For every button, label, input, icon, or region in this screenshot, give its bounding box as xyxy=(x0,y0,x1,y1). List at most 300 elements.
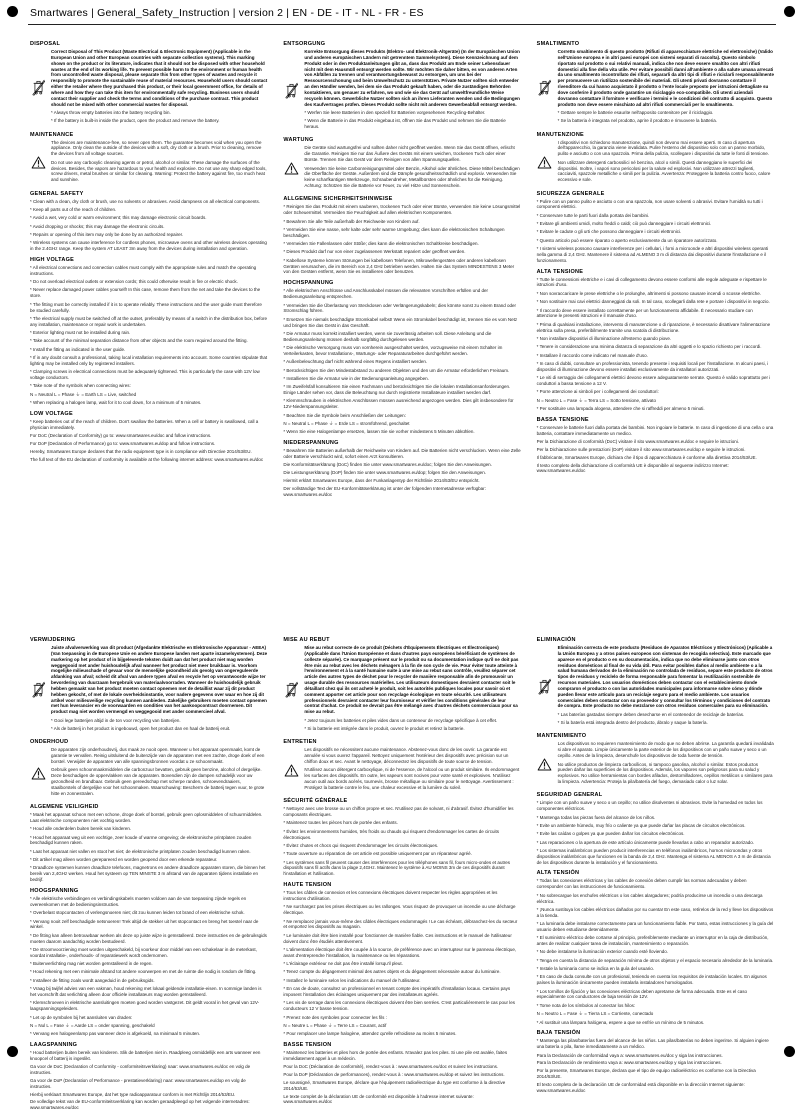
paragraph: * Take note of the symbols when connecting wires: xyxy=(30,383,131,389)
paragraph: The devices are maintenance-free, so never open them. The guarantee becomes void when you open the appliance. Only clean the outside of the devices with a soft, dry cloth or a brush. Prior to cleaning, remove the devices from all voltage sources. xyxy=(51,139,262,157)
doc-footer-section xyxy=(30,1064,267,1111)
paragraph: * Conservare le batterie fuori dalla portata dei bambini. Non ingoiare le batterie. In caso di ingestione di una cella o una batteria, contattare immediatamente un medico. xyxy=(536,424,774,436)
paragraph: * Take account of the minimal separation distance from other objects and the room required around the fitting. xyxy=(30,338,248,344)
section xyxy=(30,41,267,127)
paragraph: * Die elektrische Versorgung muss von vornherein ausgeschaltet werden, vorzugsweise mit einem Schalter im Verteilerkasten, bevor Installations-, Wartungs- oder Reparaturarbeiten durchgeführt werden. xyxy=(283,345,503,356)
paragraph: No utilice productos de limpieza carboxílicos, ni tampoco gasolina, alcohol o similar. Estos productos pueden dañar las superficies de los dispositivos. Además, los vapores son peligrosos para su salud y explosivos. No utilice herramientas con bordes afilados, destornilladores, cepillos metálicos o similares para la limpieza. Advertencia: Proteja la pila/batería del fuego, demasiado calor o luz solar. xyxy=(557,761,773,785)
section-text xyxy=(30,265,267,406)
section xyxy=(537,41,774,127)
paragraph: Mise au rebut correcte de ce produit (Déchets d'Équipements Électriques et Électroniques) (Applicable dans l'Union Européenne et dans d'autres pays européens bénéficiant de systèmes de collecte séparée). Ce marquage présent sur le produit ou sa documentation indique qu'il ne doit pas être mis au rebut avec les déchets ménagers à la fin de son cycle de vie. Pour éviter toute atteinte à l'environnement et à la santé humaine suite à une mise au rebut sans contrôle, veuillez séparer cet article des autres types de déchet pour le recycler de manière responsable afin de promouvoir un usage durable des ressources matérielles. Les utilisateurs domestiques devraient contacter soit le détaillant chez qui ils ont acheté le produit, soit les autorités publiques locales pour savoir où et comment apporter cet article pour son recyclage écologique en toute sécurité. Les utilisateurs professionnels devraient contacter leur fournisseur et vérifier les conditions générales de leur contrat d'achat. Ce produit ne devrait pas être mélangé avec d'autres déchets commerciaux pour sa mise au rebut. xyxy=(304,645,519,715)
paragraph: * Non installare dispositivi di illuminazione all'esterno quando piove. xyxy=(536,335,672,341)
section xyxy=(537,637,774,728)
language-block-nl xyxy=(30,637,267,1111)
section xyxy=(283,280,520,435)
section-text xyxy=(30,1050,267,1062)
paragraph: Ga voor de DoP (Declaration of Performance - prestatieverklaring) naar: www.smartwares.eu/dop en volg de instructies. xyxy=(30,1077,246,1089)
paragraph: * Bewahren Sie Batterien außerhalb der Reichweite von Kindern auf. Die Batterien nicht verschlucken. Wenn eine Zelle oder Batterie verschluckt wird, sofort einen Arzt konsultieren. xyxy=(283,448,521,460)
paragraph: * De stroomvoorziening moet worden uitgeschakeld, bij voorkeur door middel van een schakelaar in de meterkast, voordat installatie-, onderhouds- of reparatiewerk wordt ondernomen. xyxy=(30,946,257,958)
section-body xyxy=(537,1038,774,1050)
paragraph: * Install the fitting as indicated in the user guide. xyxy=(30,346,126,352)
paragraph: * If the battery is built-in inside the product, open the product and remove the battery. xyxy=(51,118,220,124)
section-text xyxy=(30,433,267,462)
paragraph: * In caso di dubbi, consultare un professionista, tenendo presente i requisiti locali per l'installazione. In alcuni paesi, i dispositivi di illuminazione devono essere installati esclusivamente da installatori autorizzati. xyxy=(536,360,769,372)
paragraph: * Evite un ambiente húmedo, muy frío o caliente ya que puede dañar las placas de circuitos electrónicos. xyxy=(536,822,746,828)
doc-footer-section xyxy=(537,439,774,474)
section-body xyxy=(283,288,520,435)
paragraph: * Keep all parts out of the reach of children. xyxy=(30,206,117,212)
paragraph: * Non sovraccaricare le prese elettriche o le prolunghe, altrimenti si possono causare incendi o scosse elettriche. xyxy=(536,290,762,296)
section-text xyxy=(30,1064,267,1111)
section-title: SICUREZZA GENERALE xyxy=(536,190,605,197)
section-body xyxy=(537,878,774,1025)
paragraph: * Gettare sempre le batterie esaurite nell'apposito contenitore per il riciclaggio. xyxy=(557,109,714,115)
weee-bin-icon xyxy=(283,681,299,698)
paragraph: * Se la batteria è integrata nel prodotto, aprire il prodotto e rimuovere la batteria. xyxy=(557,118,717,124)
paragraph: * Todas las conexiones eléctricas y los cables de conexión deben cumplir las normas adecuadas y deben corresponder con las instrucciones de funcionamiento. xyxy=(536,878,747,890)
section-body xyxy=(30,747,267,799)
section xyxy=(283,41,520,132)
paragraph: * When replacing a halogen lamp, wait for it to cool down, for a minimum of 5 minutes. xyxy=(30,400,202,406)
paragraph: * En caso de duda consulte con un profesional, teniendo en cuenta los requisitos de instalación locales. En algunos países la iluminación únicamente pueden instalarla instaladores homologados. xyxy=(536,974,767,986)
paragraph: * Bewahren Sie alle Teile außerhalb der Reichweite von Kindern auf. xyxy=(283,218,420,224)
paragraph: * Installieren Sie die Armatur wie in der Bedienungsanleitung angegeben. xyxy=(283,375,429,381)
paragraph: * Kabellose Systeme können Störungen bei kabellosen Telefonen, Mikrowellengeräten oder anderen kabellosen Geräten verursachen, die im Bereich von 2,4 GHz betrieben werden. Halten Sie das System MINDESTENS 3 Meter von den Geräten entfernt, wenn Sie es installieren oder benutzen. xyxy=(283,257,515,275)
section-body xyxy=(537,425,774,437)
section-title: MAINTENANCE xyxy=(30,131,74,138)
section-text xyxy=(51,140,267,186)
paragraph: * L'éclairage extérieur ne doit pas être installé lorsqu'il pleut. xyxy=(283,961,403,967)
paragraph: * Tous les câbles de connexion et les connexions électriques doivent respecter les règles appropriées et les instructions d'utilisation. xyxy=(283,890,498,901)
section-body xyxy=(283,145,520,191)
registration-mark xyxy=(7,1046,18,1057)
content-columns xyxy=(30,36,774,1119)
paragraph: * Conservare tutte le parti fuori dalla portata dei bambini. xyxy=(536,212,650,218)
section-title: NIEDERSPANNUNG xyxy=(283,440,339,447)
column xyxy=(537,36,774,1119)
doc-footer-section xyxy=(537,1053,774,1094)
paragraph: For DoP (Declaration of Performance) go to: www.smartwares.eu/dop and follow instructions. xyxy=(30,441,216,446)
column xyxy=(30,36,267,1119)
paragraph: * The electrical supply must be switched off at the outset, preferably by means of a switch in the distribution box, before any installation, maintenance or repair work is undertaken. xyxy=(30,315,267,327)
doc-footer-section xyxy=(283,462,520,497)
paragraph: * Overbelast stopcontacten of verlengsnoeren niet; dit zou kunnen leiden tot brand of een elektrische schok. xyxy=(30,910,245,916)
section xyxy=(30,257,267,406)
section-text xyxy=(558,645,774,728)
paragraph: * The fitting must be correctly installed if it is to operate reliably. These instructions and the user guide must therefore be studied carefully. xyxy=(30,301,262,313)
section-text xyxy=(558,49,774,127)
paragraph: * Porre attenzione ai simboli per i collegamenti dei conduttori: xyxy=(536,389,659,395)
paragraph: * Always throw empty batteries into the battery recycling bin. xyxy=(51,109,171,115)
section-text xyxy=(537,1038,774,1050)
section xyxy=(283,798,520,877)
section-body xyxy=(283,49,520,132)
section-text xyxy=(30,199,267,252)
paragraph: * En cas de doute, consultez un professionnel en tenant compte des impératifs d'installation locaux. Certains pays imposent l'installation des éclairages uniquement par des installateurs agréés. xyxy=(283,986,511,997)
section-body xyxy=(30,645,267,734)
registration-mark xyxy=(784,1046,795,1057)
section-text xyxy=(558,741,774,787)
paragraph: * Alle elektrischen Anschlüsse und Anschlusskabel müssen die relevanten Vorschriften erfüllen und der Bedienungsanleitung entsprechen. xyxy=(283,288,488,300)
section-text xyxy=(537,425,774,437)
warning-icon xyxy=(283,162,299,175)
section-body xyxy=(283,448,520,460)
paragraph: N = Neutro L = Fase ⏚ = Terra LS = Sotto tensione, attivato xyxy=(536,397,656,403)
section-text xyxy=(283,204,520,275)
paragraph: Gebruik geen schoonmaakmiddelen die carbonzuur bevatten, gebruik geen benzine, alcohol of dergelijke. Deze beschadigen de oppervlakken van de apparaten. Bovendien zijn de dampen schadelijk voor uw gezondheid en brandbaar. Gebruik geen gereedschap met scherpe randen, schroevendraaiers, staalborstels of dergelijke voor het schoonmaken. Waarschuwing: Bescherm de batterij tegen vuur, te grote hitte en zonnestralen. xyxy=(51,767,265,796)
section-body xyxy=(537,645,774,728)
paragraph: * Beachten Sie die Symbole beim Anschließen der Leitungen: xyxy=(283,412,406,418)
section-title: SÉCURITÉ GÉNÉRALE xyxy=(283,798,348,805)
paragraph: * Dieses Produkt darf nur von einer zugelassenen Werkstatt repariert oder geöffnet werden. xyxy=(283,249,466,255)
paragraph: N'utilisez aucun détergent carboxylique, ni de l'essence, de l'alcool ou un produit similaire. Ils endommagent les surfaces des dispositifs. En outre, les vapeurs sont nocives pour votre santé et explosives. N'utilisez aucun outil aux bords acérés, tournevis, brosse métallique ou similaire pour le nettoyage. Avertissement : Protégez la batterie contre le feu, une chaleur excessive et la lumière du soleil. xyxy=(304,767,520,790)
column xyxy=(283,36,520,1119)
paragraph: * Houd batterijen buiten bereik van kinderen. Slik de batterijen niet in. Raadpleeg onmiddellijk een arts wanneer een knoopcel of batterij is ingeslikt. xyxy=(30,1050,261,1061)
section-text xyxy=(304,145,520,191)
paragraph: * Wireless systems can cause interference for cordless phones, microwave ovens and other wireless devices operating in the 2.4GHz range. Keep the system AT LEAST 3m away from the devices during installation and operation. xyxy=(30,240,267,252)
paragraph: * Évitez les environnements humides, très froids ou chauds qui risquent d'endommager les cartes de circuits électroniques. xyxy=(283,828,500,840)
paragraph: * Clean with a clean, dry cloth or brush, use no solvents or abrasives. Avoid dampness on all electrical components. xyxy=(30,198,261,204)
paragraph: * Let op de symbolen bij het aansluiten van draden: xyxy=(30,1014,133,1020)
paragraph: * Never replace damaged power cables yourself! In this case, remove them from the net and take the devices to the store. xyxy=(30,287,261,299)
section-title: HOCHSPANNUNG xyxy=(283,280,334,287)
language-block-en xyxy=(30,41,267,629)
paragraph: * Werfen Sie leere Batterien in den speziell für Batterien vorgesehenen Recycling-Behälter. xyxy=(304,109,486,115)
section-body xyxy=(30,1050,267,1062)
paragraph: * I sistemi wireless possono causare interferenze per i cellulari, i forni a microonde e altri dispositivi wireless operanti nella gamma di 2,4 GHz. Mantenere il sistema ad ALMENO 3 m di distanza dai dispositivi durante l'installazione e il funzionamento. xyxy=(536,246,769,263)
paragraph: * Évitez chutes et chocs qui risquent d'endommager les circuits électroniques. xyxy=(283,842,439,848)
paragraph: * Mantenga todas las piezas fuera del alcance de los niños. xyxy=(536,814,656,820)
paragraph: * Tenez compte du dégagement minimal des autres objets et du dégagement nécessaire autour du luminaire. xyxy=(283,969,501,975)
paragraph: * Do not overload electrical outlets or extension cords; this could otherwise result in fire or electric shock. xyxy=(30,279,238,285)
section-title: HOOGSPANNING xyxy=(30,888,79,894)
doc-footer-section xyxy=(30,433,267,462)
paragraph: * Ne remplacez jamais vous-même des câbles électriques endommagés ! Le cas échéant, débranchez-les du secteur et emportez les dispositifs au magasin. xyxy=(283,918,518,930)
paragraph: Der vollständige Text der EU-Konformitätserklärung ist unter der folgenden Internetadresse verfügbar: www.smartwares.eu/doc xyxy=(283,485,486,497)
section-title: ALTA TENSIÓN xyxy=(536,870,580,877)
paragraph: * Si la batería está integrada dentro del producto, ábralo y saque la batería. xyxy=(557,720,708,726)
paragraph: Non utilizzare detergenti carbossilici né benzina, alcol o simili. Questi danneggiano le superfici dei dispositivi. Inoltre, i vapori sono pericolosi per la salute ed esplosivi. Non utilizzare attrezzi taglienti, cacciaviti, spazzole metalliche o simili per la pulizia. Avvertenza: Proteggere la batteria contro fuoco, calore eccessivo e sole. xyxy=(557,159,771,183)
section xyxy=(537,1030,774,1050)
section xyxy=(30,739,267,799)
section-title: ALGEMENE VEILIGHEID xyxy=(30,804,99,811)
section-title: LOW VOLTAGE xyxy=(30,410,73,417)
warning-icon xyxy=(537,156,553,169)
language-block-fr xyxy=(283,637,520,1105)
section-text xyxy=(51,747,267,799)
section-title: HIGH VOLTAGE xyxy=(30,256,75,263)
weee-bin-icon xyxy=(537,79,553,96)
section-title: MISE AU REBUT xyxy=(283,637,330,643)
paragraph: * Al sustituir una lámpara halógena, espere a que se enfríe un mínimo de 5 minutos. xyxy=(536,1019,705,1025)
section-text xyxy=(304,645,520,734)
section-body xyxy=(283,1050,520,1062)
paragraph: * Toute ouverture ou réparation de cet article est possible uniquement par un réparateur agréé. xyxy=(283,851,472,857)
section xyxy=(283,739,520,793)
paragraph: * Vervang een halogeenlamp pas wanneer deze is afgekoeld, na minimaal 5 minuten. xyxy=(30,1031,201,1037)
paragraph: N = Nul L = Fase ⏚ = Aarde LS = onder spanning, geschakeld xyxy=(30,1022,155,1028)
section-body xyxy=(283,747,520,793)
paragraph: * Tutte le connessioni elettriche e i cavi di collegamento devono essere conformi alle regole adeguate e rispettare le istruzioni d'uso. xyxy=(536,276,767,288)
warning-icon xyxy=(283,764,299,777)
paragraph: * Maak het apparaat schoon met een schone, droge doek of borstel, gebruik geen oplosmiddelen of schuurmiddelen. Laat elektrische componenten niet vochtig worden. xyxy=(30,812,263,823)
paragraph: Per la Dichiarazione sulle prestazioni (DoP) visitare il sito www.smartwares.eu/dop e seguire le istruzioni. xyxy=(536,446,746,452)
paragraph: N = Neutro L = Fase ⏚ = Tierra LS = Corriente, conectado xyxy=(536,1011,654,1017)
paragraph: * Las baterías gastadas siempre deben desecharse en el contenedor de reciclaje de baterías. xyxy=(557,711,745,717)
language-block-de xyxy=(283,41,520,629)
section-body xyxy=(30,265,267,406)
paragraph: Hierbij verklaart Smartwares Europe, dat het type radioapparatuur conform is met Richtlijn 2014/53/EU. xyxy=(30,1091,236,1097)
section-text xyxy=(537,878,774,1025)
section-text xyxy=(283,448,520,460)
section xyxy=(30,411,267,431)
header-title: Smartwares | General_Safety_Instruction | version 2 | EN - DE - IT - NL - FR - ES xyxy=(30,7,424,19)
document-header xyxy=(30,7,424,19)
paragraph: Die Konformitätserklärung (DoC) finden Sie unter www.smartwares.eu/doc; folgen Sie den Anweisungen. xyxy=(283,462,492,468)
paragraph: * Les systèmes sans fil peuvent causer des interférences pour les téléphones sans fil, fours micro-ondes et autres dispositifs sans fil actifs dans la plage 2,4GHz. Maintenez le système à AU MOINS 3m de ces dispositifs durant l'installation et l'utilisation. xyxy=(283,859,510,877)
paragraph: * Gooi lege batterijen altijd in de ton voor recycling van batterijen. xyxy=(51,717,181,723)
section-text xyxy=(558,140,774,186)
paragraph: Los dispositivos no requieren mantenimiento de modo que no deben abrirse. La garantía quedará invalidada si abre el aparato. Limpie únicamente la parte exterior de los dispositivos con un paño suave y seco o un cepillo. Antes de la limpieza, desenchufe los dispositivos de toda fuente de tensión. xyxy=(557,741,774,759)
paragraph: * Le viti di serraggio dei collegamenti elettrici devono essere adeguatamente serrate. Questo è valido soprattutto per i conduttori a bassa tensione a 12 V. xyxy=(536,375,771,386)
paragraph: * Im Zweifelsfall konsultieren Sie einen Fachmann und berücksichtigen Sie die lokalen Installationsanforderungen. Einige Länder sehen vor, dass die Beleuchtung nur durch registrierte Installateure installiert werden darf. xyxy=(283,384,511,396)
section-title: ONDERHOUD xyxy=(30,739,69,746)
section-text xyxy=(30,812,267,883)
paragraph: Por la presente, Smartwares Europe, declara que el tipo de equipo radioeléctrico es conforme con la Directiva 2014/53/UE. xyxy=(536,1068,756,1080)
paragraph: * Draadloze systemen kunnen draadloze telefoons, magnetrons en andere draadloze apparaten storen, die binnen het bereik van 2,4GHz werken. Houd het systeem op TEN MINSTE 3 m afstand van de apparaten tijdens installatie en bedrijf. xyxy=(30,865,266,883)
paragraph: * Clamping screws in electrical connections must be adequately tightened. This is particularly the case with 12V low voltage conductors. xyxy=(30,369,260,381)
paragraph: * Die Armatur muss korrekt installiert werden, wenn sie zuverlässig arbeiten soll. Diese Anleitung und die Bedienungsanleitung müssen deshalb sorgfältig durchgelesen werden. xyxy=(283,330,492,342)
section-body xyxy=(537,800,774,865)
section-title: VERWIJDERING xyxy=(30,637,76,643)
paragraph: * Avoid dropping or shocks; this may damage the electronic circuits. xyxy=(30,223,165,229)
language-block-es xyxy=(537,637,774,1094)
paragraph: Il testo completo della dichiarazione di conformità UE è disponibile al seguente indirizzo Internet: www.smartwares.eu/doc xyxy=(536,462,729,474)
paragraph: * Vermeiden Sie Fallenlassen oder Stöße; dies kann die elektronischen Schaltkreise beschädigen. xyxy=(283,241,479,247)
section xyxy=(283,196,520,275)
paragraph: Para la Declaración de rendimiento vaya a: www.smartwares.eu/dop y siga las instrucciones. xyxy=(536,1060,722,1066)
section-title: BASSE TENSION xyxy=(283,1042,332,1049)
paragraph: * Pulire con un panno pulito e asciutto o con una spazzola, non usare solventi o abrasivi. Evitare l'umidità su tutti i componenti elettrici. xyxy=(536,198,763,210)
paragraph: * Les vis de serrage dans les connexions électriques doivent être bien serrées. C'est particulièrement le cas pour les conducteurs 12 V basse tension. xyxy=(283,1000,516,1012)
paragraph: * Außenbeleuchtung darf nicht während eines Regens installiert werden. xyxy=(283,359,428,365)
paragraph: * Laat het apparaat niet vallen en stoot het niet; de elektronische printplaten zouden beschadigd kunnen raken. xyxy=(30,848,251,854)
paragraph: * Wenn Sie eine Halogenlampe ersetzen, lassen Sie sie vorher mindestens 5 Minuten abkühlen. xyxy=(283,429,475,435)
paragraph: Pour la DoP (Déclaration de performances), rendez-vous à : www.smartwares.eu/dop et suivez les instructions. xyxy=(283,1072,505,1078)
paragraph: * Si la batterie est intégrée dans le produit, ouvrez le produit et retirez la batterie. xyxy=(304,725,465,731)
paragraph: Para la Declaración de conformidad vaya a: www.smartwares.eu/doc y siga las instrucciones. xyxy=(536,1052,723,1058)
section-text xyxy=(51,645,267,734)
section-body xyxy=(30,812,267,883)
section-body xyxy=(283,890,520,1037)
section-body xyxy=(537,1053,774,1094)
weee-bin-icon xyxy=(537,678,553,695)
paragraph: Korrekte Entsorgung dieses Produkts (Elektro- und Elektronik-Altgeräte) (In der Europäischen Union und anderen europäischen Ländern mit getrenntem Sammelsystem). Diese Kennzeichnung auf dem Produkt oder in den Produktanleitungen gibt an, dass das Produkt am Ende seiner Lebensdauer nicht mit dem Hausmüll entsorgt werden sollte. Wir möchten Sie daher bitten, es von anderen Arten von Abfällen zu trennen und verantwortungsbewusst zu entsorgen, um uns bei der Ressourcenschonung und beim Umweltschutz zu unterstützen. Private Nutzer sollten sich entweder an den Händler wenden, bei dem sie das Produkt gekauft haben, oder die zuständigen Behörden kontaktieren, um genauer zu erfahren, wo und wie sie das Gerät auf umweltfreundliche Weise recyceln können. Gewerbliche Nutzer sollten sich an ihren Lieferanten wenden und die Bedingungen des Kaufvertrages prüfen. Dieses Produkt sollte nicht mit anderem Gewerbeabfall entsorgt werden. xyxy=(304,49,520,107)
paragraph: Le texte complet de la déclaration UE de conformité est disponible à l'adresse internet suivante: www.smartwares.eu/doc xyxy=(283,1093,474,1105)
paragraph: * Vraag bij twijfel advies van een vakman, houd rekening met lokaal geldende installatie-eisen. In sommige landen is het voorschrift dat verlichting alleen door officiële installateurs mag worden geïnstalleerd. xyxy=(30,986,262,997)
paragraph: * Vermeiden Sie die Überlastung von Steckdosen oder Verlängerungskabeln; dies könnte sonst zu einem Brand oder Stromschlag führen. xyxy=(283,302,516,314)
section-body xyxy=(30,49,267,127)
section-body xyxy=(283,1064,520,1105)
section-title: DISPOSAL xyxy=(30,41,61,47)
section-text xyxy=(304,49,520,132)
section xyxy=(283,137,520,191)
paragraph: * Avoid a wet, very cold or warm environment; this may damage electronic circuit boards. xyxy=(30,215,207,221)
paragraph: * Maintenez les batteries et piles hors de portée des enfants. N'avalez pas les piles. Si une pile est avalée, faites immédiatement appel à un médecin. xyxy=(283,1050,508,1061)
paragraph: Die Geräte sind wartungsfrei und sollten daher nicht geöffnet werden. Wenn Sie das Gerät öffnen, erlischt die Garantie. Reinigen Sie nur das Äußere des Geräts mit einem weichen, trockenen Tuch oder einer Bürste. Trennen Sie das Gerät vor dem Reinigen von allen Spannungsquellen. xyxy=(304,145,515,163)
section xyxy=(30,804,267,883)
paragraph: * Il raccordo deve essere installato correttamente per un funzionamento affidabile. È necessario studiare con attenzione le presenti istruzioni e il manuale d'uso. xyxy=(536,307,753,319)
section-text xyxy=(537,439,774,474)
section-text xyxy=(283,462,520,497)
section-body xyxy=(30,433,267,462)
section-title: HAUTE TENSION xyxy=(283,882,332,889)
section xyxy=(283,637,520,734)
paragraph: * Reinigen Sie das Produkt mit einem sauberen, trockenen Tuch oder einer Bürste, verwenden Sie keine Lösungsmittel oder Scheuermittel. Vermeiden Sie Feuchtigkeit auf allen elektrischen Komponenten. xyxy=(283,204,521,216)
paragraph: * Vervang nooit zelf beschadigde netsnoeren! Trek altijd de stekker uit het stopcontact en breng het toestel naar de winkel. xyxy=(30,918,259,930)
section-text xyxy=(283,1050,520,1062)
paragraph: * Vermeiden Sie eine nasse, sehr kalte oder sehr warme Umgebung; dies kann die elektronischen Schaltungen beschädigen. xyxy=(283,226,505,238)
section xyxy=(537,132,774,186)
paragraph: * La luminaria debe instalarse correctamente para un funcionamiento fiable. Por tanto, estas instrucciones y la guía del usuario deben estudiarse detenidamente. xyxy=(536,921,774,932)
section-title: GENERAL SAFETY xyxy=(30,190,84,197)
paragraph: Ga voor de DoC (Declaration of Conformity - conformiteitsverklaring) naar: www.smartwares.eu/doc en volg de instructies. xyxy=(30,1064,251,1076)
section-text xyxy=(283,1064,520,1105)
section xyxy=(283,882,520,1037)
paragraph: Pour la DoC (Déclaration de conformité), rendez-vous à : www.smartwares.eu/doc et suivez les instructions. xyxy=(283,1064,499,1070)
paragraph: * No sobrecargue los enchufes eléctricos o los cables alargadores; podría producirse un incendio o una descarga eléctrica. xyxy=(536,892,763,904)
paragraph: * All electrical connections and connection cables must comply with the appropriate rules and match the operating instructions. xyxy=(30,264,257,276)
section-body xyxy=(283,462,520,497)
section-title: LAAGSPANNING xyxy=(30,1042,78,1049)
weee-bin-icon xyxy=(30,681,46,698)
section-body xyxy=(537,140,774,186)
section-text xyxy=(537,199,774,264)
paragraph: * Evite las caídas o golpes ya que pueden dañar los circuitos electrónicos. xyxy=(536,831,685,837)
paragraph: * Prima di qualsiasi installazione, intervento di manutenzione o di riparazione, è necessario disattivare l'alimentazione elettrica sulla presa, preferibilmente tramite una scatola di distribuzione. xyxy=(536,321,771,333)
section-body xyxy=(537,277,774,412)
paragraph: * Los tornillos de fijación y las conexiones eléctricas deben apretarse de forma adecuada. Este es el caso especialmente con conductores de baja tensión de 12V. xyxy=(536,988,748,1000)
paragraph: * Exterior lighting must not be installed during rain. xyxy=(30,330,131,336)
doc-footer-section xyxy=(283,1064,520,1105)
section-title: ALTA TENSIONE xyxy=(536,268,584,275)
paragraph: * Installez le luminaire selon les indications du manuel de l'utilisateur. xyxy=(283,977,421,983)
section-body xyxy=(30,199,267,252)
paragraph: Il fabbricante, Smartwares Europe, dichiara che il tipo di apparecchiatura è conforme alla direttiva 2014/53/UE. xyxy=(536,454,757,460)
section-text xyxy=(537,800,774,865)
paragraph: Die Leistungserklärung (DoP) finden Sie unter www.smartwares.eu/dop; folgen Sie den Anweisungen. xyxy=(283,470,486,476)
section-body xyxy=(283,204,520,275)
section-title: ENTSORGUNG xyxy=(283,41,326,47)
paragraph: * Wenn die Batterie in das Produkt eingebaut ist, öffnen Sie das Produkt und nehmen Sie die Batterie heraus. xyxy=(304,118,506,130)
paragraph: * Houd rekening met een minimale afstand tot andere voorwerpen en met de ruimte die nodig is rondom de fitting. xyxy=(30,969,257,975)
section-text xyxy=(30,419,267,431)
paragraph: * Als de batterij in het product is ingebouwd, open het product dan en haal de batterij eruit. xyxy=(51,725,231,731)
section xyxy=(537,733,774,787)
paragraph: * Berücksichtigen Sie den Mindestabstand zu anderen Objekten und den um die Armatur erforderlichen Freiraum. xyxy=(283,367,510,373)
paragraph: De volledige tekst van de EU-conformiteitsverklaring kan worden geraadpleegd op het volgende internetadres: www.smartwares.eu/doc xyxy=(30,1099,250,1111)
paragraph: * Limpie con un paño suave y seco o un cepillo; no utilice disolventes ni abrasivos. Evite la humedad en todos los componentes eléctricos. xyxy=(536,800,763,812)
section-text xyxy=(30,896,267,1037)
paragraph: * Jetez toujours les batteries et piles vides dans un conteneur de recyclage spécifique à cet effet. xyxy=(304,717,498,723)
section-title: ENTRETIEN xyxy=(283,739,317,746)
paragraph: * De fitting kan alleen betrouwbaar werken als deze op juiste wijze is geïnstalleerd. Deze instructies en de gebruiksgids moeten daarom aandachtig worden bestudeerd. xyxy=(30,932,267,944)
section-title: SEGURIDAD GENERAL xyxy=(536,792,603,799)
paragraph: For DoC (Declaration of Conformity) go to: www.smartwares.eu/doc and follow instructions. xyxy=(30,433,212,439)
paragraph: * Los sistemas inalámbricos pueden producir interferencias en teléfonos inalámbricos, hornos microondas y otros dispositivos inalámbricos que funcionen en la banda de 2,4 GHz. Mantenga el sistema AL MENOS A 3 m de distancia de los dispositivos durante la instalación y el funcionamiento. xyxy=(536,847,771,865)
paragraph: * Evitare gli ambienti umidi, molto freddi o caldi; ciò può danneggiare i circuiti elettronici. xyxy=(536,221,712,227)
section xyxy=(283,1042,520,1062)
paragraph: Hereby, Smartwares Europe declares that the radio equipment type is in compliance with Directive 2014/53/EU. xyxy=(30,448,252,454)
paragraph: N = Neutral L = Phase ⏚ = Earth LS = Live, switched xyxy=(30,391,137,397)
section-title: SMALTIMENTO xyxy=(536,41,580,47)
paragraph: * Non sostituire mai cavi elettrici danneggiati da soli. In tal caso, scollegarli dalla rete e portare i dispositivi in negozio. xyxy=(536,299,770,305)
weee-bin-icon xyxy=(283,82,299,99)
paragraph: * Evitare le cadute o gli urti che possono danneggiare i circuiti elettronici. xyxy=(536,229,682,235)
paragraph: * Houd het apparaat weg uit een vochtige, zeer koude of warme omgeving; de elektronische printplaten zouden beschadigd kunnen raken. xyxy=(30,834,252,846)
section-body xyxy=(537,741,774,787)
paragraph: * Nettoyez avec une brosse ou un chiffon propre et sec. N'utilisez pas de solvant, ni d'abrasif. Évitez d'humidifier les composants électriques. xyxy=(283,806,514,818)
paragraph: * Tenga en cuenta la distancia de separación mínima de otros objetos y el espacio necesario alrededor de la luminaria. xyxy=(536,957,774,963)
section xyxy=(537,870,774,1025)
weee-bin-icon xyxy=(30,79,46,96)
section-text xyxy=(51,49,267,127)
section-body xyxy=(30,419,267,431)
paragraph: * Instale la luminaria como se indica en la guía del usuario. xyxy=(536,966,654,972)
section xyxy=(537,269,774,412)
paragraph: * Pour remplacer une lampe halogène, attendez qu'elle refroidisse au moins 5 minutes. xyxy=(283,1031,457,1037)
section xyxy=(30,132,267,186)
section-title: ALLGEMEINE SICHERHEITSHINWEISE xyxy=(283,196,393,203)
paragraph: The full text of the EU declaration of conformity is available at the following internet address: www.smartwares.eu/doc xyxy=(30,456,264,462)
warning-icon xyxy=(30,767,46,780)
paragraph: * Houd alle onderdelen buiten bereik van kinderen. xyxy=(30,826,132,832)
section-body xyxy=(283,645,520,734)
paragraph: Corretto smaltimento di questo prodotto (Rifiuti di apparecchiature elettriche ed elettroniche) (Valido nell'Unione europea e in altri paesi europei con sistemi separati di raccolta). Questo simbolo riportato sul prodotto o sui relativi manuali, indica che non deve essere smaltito con altri rifiuti domestici alla fine della vita utile. Per evitare possibili danni all'ambiente o alla salute umana arrecati da uno smaltimento incontrollato dei rifiuti, separarli da altri tipi di rifiuti e riciclarli responsabilmente per promuovere un riutilizzo sostenibile dei materiali. Gli utenti privati dovranno contattare il rivenditore da cui hanno acquistato il prodotto o l'ente locale preposto per istruzioni dettagliate su dove conferire il prodotto onde garantire un riciclaggio eco-compatibile. Gli utenti aziendali dovranno contattare il fornitore e verificare i termini e le condizioni del contratto di acquisto. Questo prodotto non deve essere mischiato ad altri rifiuti commerciali per lo smaltimento. xyxy=(557,49,774,107)
paragraph: * Klemschroeven in elektrische aansluitingen moeten goed worden vastgezet. Dit geldt vooral in het geval van 12V-laagspanningsgeleiders. xyxy=(30,1000,260,1012)
paragraph: N = Neutre L = Phase ⏚ = Terre LS = Courant, actif xyxy=(283,1022,387,1028)
paragraph: Verwenden Sie keine Carbonreinigungsmittel oder Benzin, Alkohol oder ähnliches. Diese Mittel beschädigen die Oberfläche der Geräte. Außerdem sind die Dämpfe gesundheitsschädlich und explosiv. Verwenden Sie keine scharfkantigen Werkzeuge, Schraubendreher, Metallbürsten oder ähnliches für die Reinigung. Achtung: Schützen Sie die Batterie vor Feuer, zu viel Hitze und Sonnenschein. xyxy=(304,165,520,189)
registration-mark xyxy=(784,6,795,17)
paragraph: * El suministro eléctrico debe cortarse al principio, preferiblemente mediante un interruptor en la caja de distribución, antes de realizar cualquier tarea de instalación, mantenimiento o reparación. xyxy=(536,935,769,947)
section xyxy=(30,637,267,734)
section-text xyxy=(283,288,520,435)
paragraph: * If in any doubt consult a professional, taking local installation requirements into account. Some countries stipulate that lighting may be installed only by registered installers. xyxy=(30,355,268,366)
paragraph: I dispositivi non richiedono manutenzione, quindi non devono mai essere aperti. In caso di apertura dell'apparecchio, la garanzia viene invalidata. Pulire l'esterno del dispositivo solo con un panno morbido, pulito e asciutto o con una spazzola. Prima della pulizia, scollegare i dispositivi da tutte le fonti di tensione. xyxy=(557,139,770,157)
paragraph: * Questo articolo può essere riparato o aperto esclusivamente da un riparatore autorizzato. xyxy=(536,237,718,243)
section-text xyxy=(283,806,520,877)
section-body xyxy=(30,140,267,186)
paragraph: * Tenere in considerazione una minima distanza di separazione da altri oggetti e lo spazio richiesto per i raccordi. xyxy=(536,344,762,350)
section xyxy=(30,191,267,252)
paragraph: El texto completo de la declaración UE de conformidad está disponible en la dirección Internet siguiente: www.smartwares.eu/doc xyxy=(536,1081,745,1093)
paragraph: * Las reparaciones o la apertura de este artículo únicamente puede llevarlas a cabo un reparador autorizado. xyxy=(536,839,755,845)
section-text xyxy=(304,747,520,793)
paragraph: N = Neutral L = Phase ⏚ = Erde LS = stromführend, geschaltet xyxy=(283,421,410,426)
section-title: MANUTENZIONE xyxy=(536,131,584,138)
section-body xyxy=(283,806,520,877)
paragraph: * Prenez note des symboles pour connecter les fils : xyxy=(283,1014,387,1020)
paragraph: Correct Disposal of This Product (Waste Electrical & Electronic Equipment) (Applicable in the European Union and other European countries with separate collection systems). This marking shown on the product or its literature, indicates that it should not be disposed with other household wastes at the end of its working life. To prevent possible harm to the environment or human health from uncontrolled waste disposal, please separate this from other types of wastes and recycle it responsibly to promote the sustainable reuse of material resources. Household users should contact either the retailer where they purchased this product, or their local government office, for details of where and how they can take this item for environmentally safe recycling. Business users should contact their supplier and check the terms and conditions of the purchase contract. This product should not be mixed with other commercial wastes for disposal. xyxy=(51,49,268,107)
section-title: MANTENIMIENTO xyxy=(536,733,587,740)
section-title: BASSA TENSIONE xyxy=(536,416,589,423)
paragraph: * Buitenverlichting mag niet worden geïnstalleerd in de regen. xyxy=(30,961,153,967)
paragraph: Eliminación correcta de este producto (Residuos de Aparatos Eléctricos y Electrónicos) (Aplicable a la Unión Europea y a otros países europeos con sistemas de recogida selectiva). Este marcado que aparece en el producto o en su documentación, indica que no debe eliminarse junto con otros residuos domésticos al final de su vida útil. Para evitar posibles daños al medio ambiente o a la salud humana derivados de la eliminación no controlada de residuos, separe este producto de otros tipos de residuos y recíclelo de forma responsable para fomentar la reutilización sostenible de recursos materiales. Los usuarios domésticos deben contactar con el establecimiento donde compraron el producto o con las autoridades municipales para informarse sobre cómo y dónde pueden llevar este artículo para un reciclaje seguro para el medio ambiente. Los usuarios comerciales deben contactar con su proveedor y consultar los términos y condiciones del contrato de compra. Este producto no debe mezclarse con otros residuos comerciales para su eliminación. xyxy=(557,645,773,709)
section-body xyxy=(537,49,774,127)
paragraph: * Alle elektrische verbindingen en verbindingskabels moeten voldoen aan de van toepassing zijnde regels en overeenkomen met de bedieningsinstructies. xyxy=(30,896,247,907)
paragraph: * Installare il raccordo come indicato nel manuale d'uso. xyxy=(536,352,648,358)
paragraph: * Klemmschrauben in elektrischen Anschlüssen müssen ausreichend angezogen werden. Dies gilt insbesondere für 12V-Niederspannungsleiter. xyxy=(283,398,514,410)
section-body xyxy=(30,896,267,1037)
